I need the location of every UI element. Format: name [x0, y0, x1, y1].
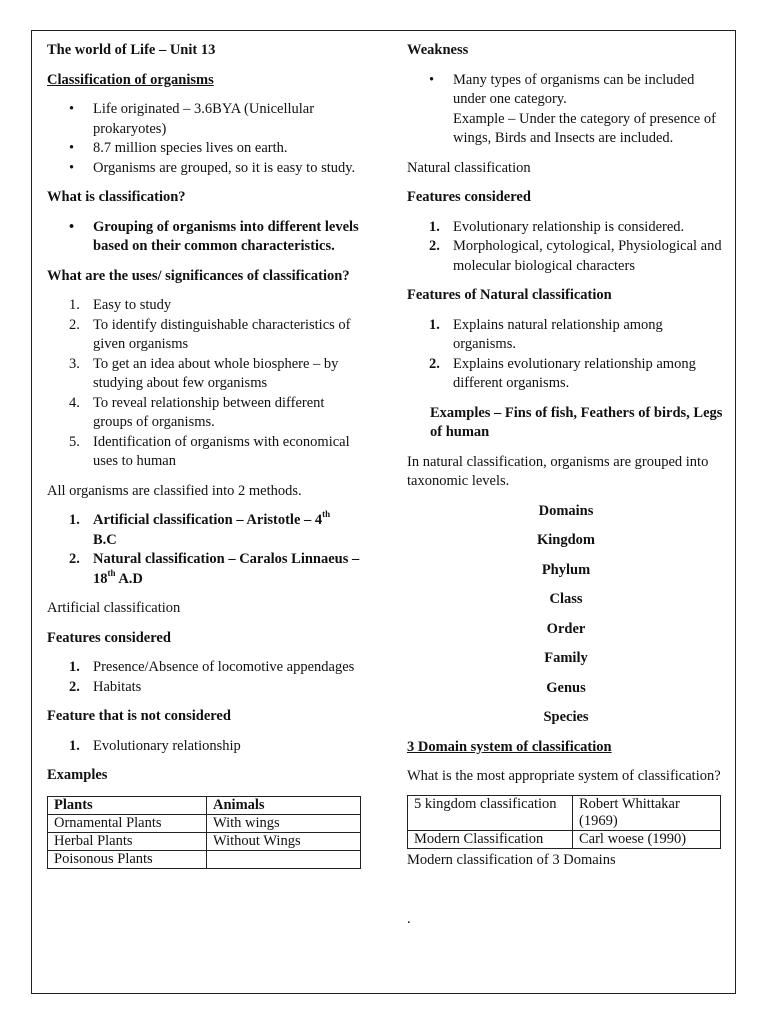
item-number: 2. — [429, 238, 440, 254]
item-number: 2. — [429, 355, 440, 372]
list-item — [47, 678, 365, 698]
item-number: 2. — [69, 316, 80, 333]
table-cell: Modern Classification — [408, 830, 573, 848]
item-number: 1. — [429, 316, 440, 333]
document-title: The world of Life – Unit 13 — [47, 42, 216, 58]
taxonomic-level: Phylum — [541, 561, 591, 578]
item-text: To get an idea about whole biosphere – by studying about few organisms — [93, 355, 339, 391]
item-text: Easy to study — [93, 297, 172, 313]
list-item — [47, 433, 365, 472]
natural-label: Natural classification — [407, 159, 531, 176]
item-number: 4. — [69, 394, 80, 411]
examples-heading: Examples — [47, 767, 108, 783]
list-item — [47, 316, 365, 355]
item-number: 3. — [69, 355, 80, 372]
item-text: To identify distinguishable characteristics of given organisms — [93, 316, 351, 352]
item-text: Evolutionary relationship — [93, 737, 241, 754]
not-considered-heading: Feature that is not considered — [47, 708, 231, 724]
table-header-cell: Animals — [207, 796, 361, 814]
item-text: Artificial classification – Aristotle – 4 — [93, 512, 323, 528]
item-text: Explains evolutionary relationship among different organisms. — [453, 355, 696, 391]
item-number: 1. — [69, 512, 80, 528]
classification-heading: Classification of organisms — [47, 71, 214, 88]
taxonomic-level: Genus — [546, 679, 586, 696]
item-text: Habitats — [93, 678, 142, 695]
table-cell: Robert Whittakar (1969) — [573, 795, 721, 830]
examples-table — [47, 796, 361, 869]
natural-features-list — [407, 316, 725, 394]
weakness-heading: Weakness — [407, 42, 469, 58]
what-is-heading: What is classification? — [47, 189, 186, 205]
list-item — [407, 316, 725, 355]
table-cell: With wings — [207, 814, 361, 832]
right-column — [407, 41, 725, 940]
weakness-list — [407, 71, 725, 149]
classification-systems-table — [407, 795, 721, 849]
trailing-dot: . — [407, 911, 411, 927]
table-row — [48, 814, 361, 832]
item-text-tail: B.C — [93, 531, 117, 548]
definition-item: • Grouping of organisms into different levels based on their common characteristics. — [47, 218, 365, 257]
uses-heading: What are the uses/ significances of classification? — [47, 267, 350, 284]
table-cell — [207, 850, 361, 868]
natural-features-heading: Features of Natural classification — [407, 287, 612, 303]
item-text: To reveal relationship between different groups of organisms. — [93, 394, 325, 430]
item-text: Morphological, cytological, Physiological and molecular biological characters — [453, 238, 722, 274]
intro-bullet-list — [47, 100, 365, 178]
superscript: th — [107, 567, 116, 578]
table-cell: Carl woese (1990) — [573, 830, 721, 848]
list-item — [47, 511, 365, 550]
item-text: Identification of organisms with economical uses to human — [93, 433, 350, 469]
table-header-row — [48, 796, 361, 814]
list-item — [407, 355, 725, 394]
table-row — [48, 850, 361, 868]
table-row — [48, 832, 361, 850]
taxonomic-level: Domains — [538, 502, 594, 519]
taxonomic-level: Order — [546, 620, 586, 637]
methods-list — [47, 511, 365, 589]
table-header-cell: Plants — [48, 796, 207, 814]
item-number: 5. — [69, 433, 80, 450]
taxonomic-level: Species — [543, 709, 589, 725]
table-cell: Herbal Plants — [48, 832, 207, 850]
table-cell: Ornamental Plants — [48, 814, 207, 832]
taxonomic-level: Family — [544, 650, 588, 666]
table-cell: 5 kingdom classification — [408, 795, 573, 830]
table-cell: Poisonous Plants — [48, 850, 207, 868]
features-list — [407, 218, 725, 277]
item-number: 1. — [69, 737, 80, 754]
list-item — [407, 237, 725, 276]
item-text: Evolutionary relationship is considered. — [453, 218, 685, 235]
features-heading: Features considered — [47, 629, 171, 646]
item-number: 2. — [69, 678, 80, 695]
uses-list — [47, 296, 365, 472]
list-item — [47, 296, 365, 316]
list-item — [407, 218, 725, 238]
domain-system-heading: 3 Domain system of classification — [407, 738, 612, 755]
methods-intro: All organisms are classified into 2 methods. — [47, 482, 302, 499]
item-text: Explains natural relationship among organisms. — [453, 316, 663, 352]
taxonomic-level: Kingdom — [536, 532, 595, 548]
superscript: th — [322, 509, 331, 520]
natural-examples: Examples – Fins of fish, Feathers of birds, Legs of human — [430, 404, 723, 440]
appropriate-system-question: What is the most appropriate system of classification? — [407, 768, 721, 784]
item-number: 1. — [69, 659, 80, 675]
list-item: • 8.7 million species lives on earth. — [47, 139, 365, 159]
artificial-label: Artificial classification — [47, 600, 181, 616]
features-heading: Features considered — [407, 189, 531, 205]
list-item: • Life originated – 3.6BYA (Unicellular prokaryotes) — [47, 100, 365, 139]
list-item — [47, 737, 365, 757]
left-column — [47, 41, 365, 869]
list-item — [47, 355, 365, 394]
item-number: 1. — [69, 297, 80, 313]
list-item — [47, 658, 365, 678]
item-number: 2. — [69, 551, 80, 567]
modern-classification-caption: Modern classification of 3 Domains — [407, 851, 616, 868]
features-list — [47, 658, 365, 697]
item-text: Natural classification – Caralos Linnaeus – 18 — [93, 551, 360, 587]
item-text: Presence/Absence of locomotive appendages — [93, 659, 355, 675]
list-item — [407, 71, 725, 149]
item-number: 1. — [429, 218, 440, 235]
taxonomic-intro: In natural classification, organisms are grouped into taxonomic levels. — [407, 453, 709, 489]
list-item — [47, 550, 365, 589]
table-cell: Without Wings — [207, 832, 361, 850]
table-row — [408, 795, 721, 830]
not-considered-list — [47, 737, 365, 757]
item-text: Many types of organisms can be included under one category. — [453, 71, 695, 107]
taxonomic-level: Class — [549, 591, 583, 607]
taxonomic-levels — [407, 502, 725, 728]
definition-list — [47, 218, 365, 257]
list-item — [47, 394, 365, 433]
item-text: Example – Under the category of presence of wings, Birds and Insects are included. — [453, 110, 716, 146]
table-row — [408, 830, 721, 848]
item-text-tail: A.D — [115, 570, 143, 587]
list-item: • Organisms are grouped, so it is easy to study. — [47, 159, 365, 179]
